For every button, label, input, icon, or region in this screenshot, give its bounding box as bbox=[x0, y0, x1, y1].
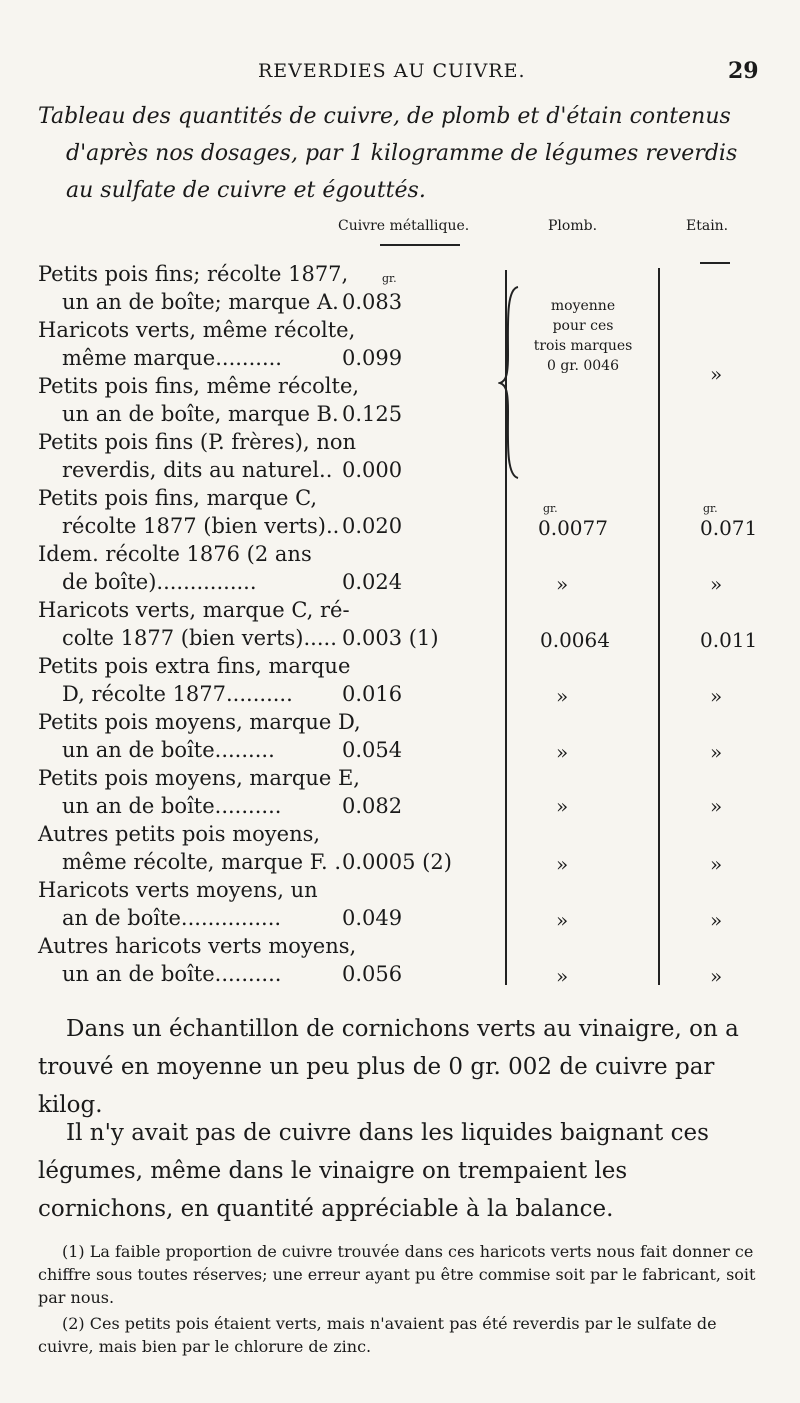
cuivre-value: 0.099 bbox=[342, 346, 403, 370]
row-label-line-1: Autres haricots verts moyens, bbox=[38, 934, 357, 958]
row-label-line-2: un an de boîte; marque A. bbox=[62, 290, 339, 314]
etain-value: » bbox=[710, 964, 723, 988]
cuivre-value: 0.082 bbox=[342, 794, 403, 818]
table-title bbox=[38, 98, 768, 209]
cuivre-value: 0.020 bbox=[342, 514, 403, 538]
paragraph-liquides: Il n'y avait pas de cuivre dans les liquides baignant ces légumes, même dans le vinaigre on trempaient les cornichons, en quantité appréciable à la balance. bbox=[38, 1120, 709, 1222]
row-label-line-1: Petits pois moyens, marque E, bbox=[38, 766, 360, 790]
row-label-line-1: Haricots verts moyens, un bbox=[38, 878, 318, 902]
row-label-line-2: reverdis, dits au naturel.. bbox=[62, 458, 333, 482]
footnote-2: (2) Ces petits pois étaient verts, mais n'avaient pas été reverdis par le sulfate de cuivre, mais bien par le chlorure de zinc. bbox=[38, 1314, 717, 1356]
etain-value: » bbox=[710, 852, 723, 876]
cuivre-value: 0.054 bbox=[342, 738, 403, 762]
brace-note-line-1: moyenne bbox=[550, 298, 616, 314]
row-label-line-1: Autres petits pois moyens, bbox=[38, 822, 321, 846]
row-label-line-1: Petits pois fins, marque C, bbox=[38, 486, 318, 510]
row-label-line-2: même récolte, marque F. . bbox=[62, 850, 342, 874]
brace-note-line-4: 0 gr. 0046 bbox=[546, 358, 619, 374]
footnote-1: (1) La faible proportion de cuivre trouvée dans ces haricots verts nous fait donner ce chiffre sous toutes réserves; une erreur ayant pu être commise soit par le fabricant, soit par nous. bbox=[38, 1242, 756, 1307]
plomb-value: » bbox=[556, 908, 569, 932]
etain-value: » bbox=[710, 684, 723, 708]
header-rule-cuivre bbox=[380, 244, 460, 246]
plomb-value: » bbox=[556, 684, 569, 708]
plomb-value: 0.0064 bbox=[540, 628, 610, 652]
running-head bbox=[0, 60, 800, 90]
cuivre-value: 0.056 bbox=[342, 962, 403, 986]
row-label-line-2: un an de boîte......... bbox=[62, 738, 275, 762]
row-label-line-2: un an de boîte.......... bbox=[62, 962, 282, 986]
unit-plomb: gr. bbox=[543, 502, 558, 515]
row-label-line-2: même marque.......... bbox=[62, 346, 282, 370]
cuivre-value: 0.083 bbox=[342, 290, 403, 314]
page-number: 29 bbox=[728, 58, 759, 84]
table-title-line-1: Tableau des quantités de cuivre, de plomb et d'étain contenus bbox=[38, 104, 731, 129]
plomb-value: » bbox=[556, 794, 569, 818]
cuivre-value: 0.000 bbox=[342, 458, 403, 482]
unit-etain: gr. bbox=[703, 502, 718, 515]
brace-note-line-2: pour ces bbox=[552, 318, 614, 334]
table-title-line-2: d'après nos dosages, par 1 kilogramme de légumes reverdis bbox=[66, 141, 738, 166]
cuivre-value: 0.125 bbox=[342, 402, 403, 426]
plomb-value: » bbox=[556, 572, 569, 596]
row-label-line-1: Haricots verts, marque C, ré- bbox=[38, 598, 350, 622]
row-label-line-2: an de boîte............... bbox=[62, 906, 282, 930]
cuivre-value: 0.016 bbox=[342, 682, 403, 706]
column-divider-2 bbox=[658, 268, 660, 985]
column-header-etain: Etain. bbox=[686, 218, 729, 234]
paragraph-cornichons: Dans un échantillon de cornichons verts au vinaigre, on a trouvé en moyenne un peu plus de 0 gr. 002 de cuivre par kilog. bbox=[38, 1016, 739, 1118]
cuivre-value: 0.0005 (2) bbox=[342, 850, 452, 874]
row-label-line-2: un an de boîte.......... bbox=[62, 794, 282, 818]
row-label-line-2: de boîte)............... bbox=[62, 570, 257, 594]
row-label-line-1: Idem. récolte 1876 (2 ans bbox=[38, 542, 312, 566]
row-label-line-1: Petits pois fins (P. frères), non bbox=[38, 430, 357, 454]
brace-note-line-3: trois marques bbox=[533, 338, 633, 354]
row-label-line-1: Haricots verts, même récolte, bbox=[38, 318, 356, 342]
cuivre-value: 0.049 bbox=[342, 906, 403, 930]
column-header-cuivre: Cuivre métallique. bbox=[338, 218, 470, 234]
etain-value: » bbox=[710, 740, 723, 764]
row-label-line-1: Petits pois fins; récolte 1877, bbox=[38, 262, 349, 286]
cuivre-value: 0.024 bbox=[342, 570, 403, 594]
plomb-value: » bbox=[556, 964, 569, 988]
etain-value: » bbox=[710, 362, 723, 386]
etain-value: » bbox=[710, 794, 723, 818]
etain-value: 0.071 bbox=[700, 516, 758, 540]
row-label-line-2: D, récolte 1877.......... bbox=[62, 682, 293, 706]
row-label-line-1: Petits pois moyens, marque D, bbox=[38, 710, 361, 734]
brace-note bbox=[518, 296, 648, 376]
row-label-line-2: récolte 1877 (bien verts).. bbox=[62, 514, 340, 538]
table-title-line-3: au sulfate de cuivre et égouttés. bbox=[66, 178, 426, 203]
plomb-value: 0.0077 bbox=[538, 516, 608, 540]
column-header-plomb: Plomb. bbox=[548, 218, 598, 234]
plomb-value: » bbox=[556, 740, 569, 764]
plomb-value: » bbox=[556, 852, 569, 876]
unit-cuivre: gr. bbox=[382, 272, 397, 285]
header-rule-etain bbox=[700, 262, 730, 264]
row-label-line-1: Petits pois fins, même récolte, bbox=[38, 374, 360, 398]
running-head-title: REVERDIES AU CUIVRE. bbox=[258, 60, 526, 82]
row-label-line-2: un an de boîte, marque B. bbox=[62, 402, 339, 426]
row-label-line-2: colte 1877 (bien verts)..... bbox=[62, 626, 337, 650]
cuivre-value: 0.003 (1) bbox=[342, 626, 439, 650]
row-label-line-1: Petits pois extra fins, marque bbox=[38, 654, 351, 678]
etain-value: 0.011 bbox=[700, 628, 758, 652]
etain-value: » bbox=[710, 572, 723, 596]
etain-value: » bbox=[710, 908, 723, 932]
